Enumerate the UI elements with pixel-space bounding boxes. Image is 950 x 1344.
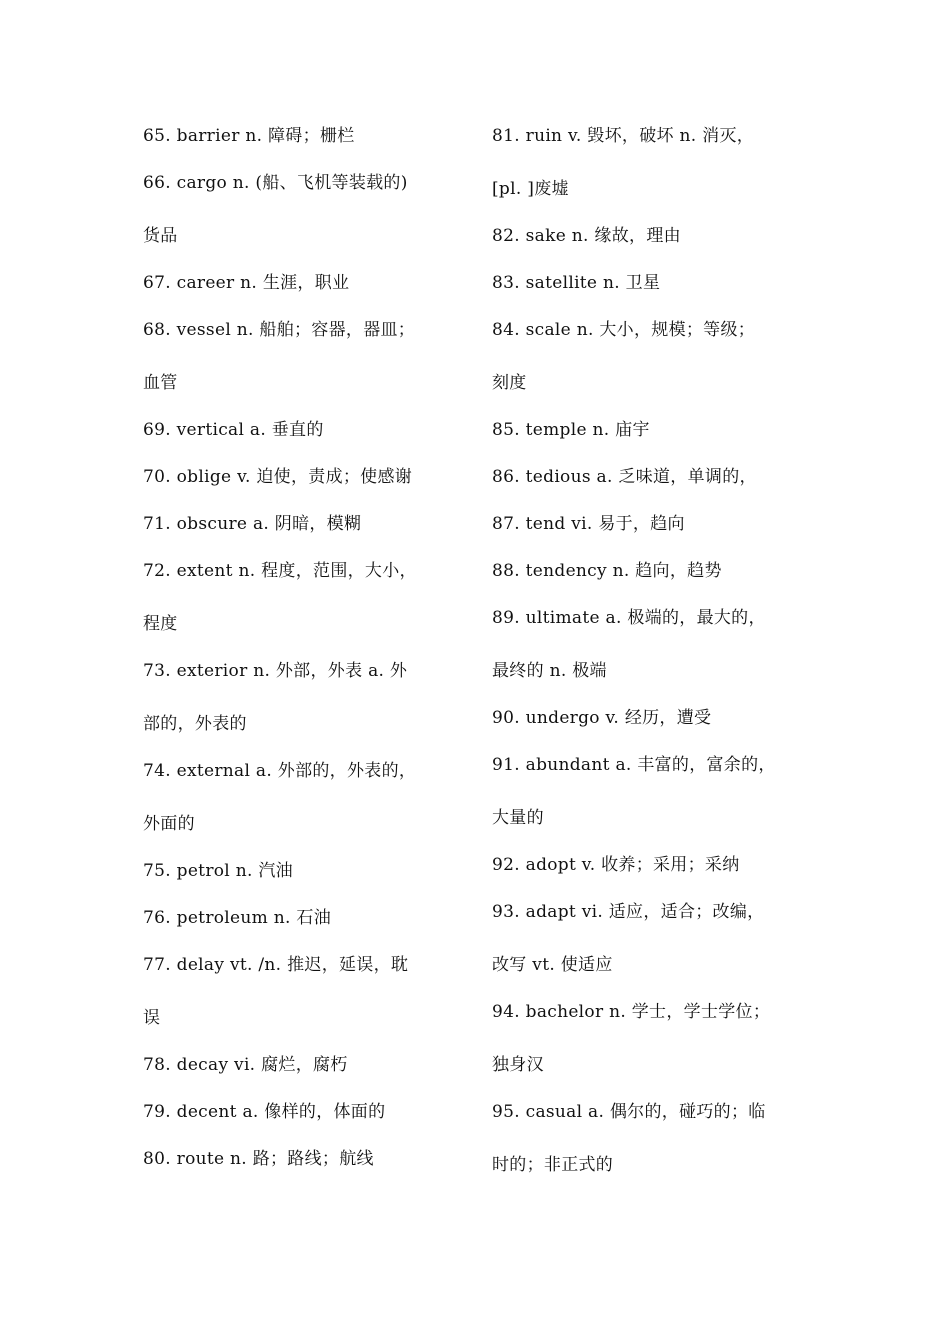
vocab-entry-continuation: 血管 — [143, 373, 178, 393]
vocab-entry-continuation: 最终的 n. 极端 — [492, 661, 607, 681]
vocab-entry: 80. route n. 路；路线；航线 — [143, 1149, 374, 1169]
vocab-entry: 70. oblige v. 迫使，责成；使感谢 — [143, 467, 413, 487]
vocab-entry-continuation: 程度 — [143, 614, 178, 634]
vocab-entry: 89. ultimate a. 极端的，最大的， — [492, 608, 766, 628]
vocab-entry-continuation: 外面的 — [143, 814, 195, 834]
vocab-entry-continuation: 时的；非正式的 — [492, 1155, 614, 1175]
vocab-entry: 81. ruin v. 毁坏，破坏 n. 消灭， — [492, 126, 755, 146]
vocab-entry: 74. external a. 外部的，外表的， — [143, 761, 417, 781]
vocab-entry-continuation: 误 — [143, 1008, 161, 1028]
vocab-entry-continuation: 部的，外表的 — [143, 714, 247, 734]
vocab-entry: 93. adapt vi. 适应，适合；改编， — [492, 902, 765, 922]
vocab-entry: 88. tendency n. 趋向，趋势 — [492, 561, 722, 581]
vocab-entry: 77. delay vt. /n. 推迟，延误，耽 — [143, 955, 409, 975]
vocab-entry: 83. satellite n. 卫星 — [492, 273, 661, 293]
vocab-entry: 65. barrier n. 障碍；栅栏 — [143, 126, 355, 146]
vocab-entry: 94. bachelor n. 学士，学士学位； — [492, 1002, 771, 1022]
vocab-entry-continuation: 大量的 — [492, 808, 544, 828]
vocab-entry: 68. vessel n. 船舶；容器，器皿； — [143, 320, 416, 340]
vocab-entry-continuation: [pl. ]废墟 — [492, 179, 569, 199]
vocab-entry: 87. tend vi. 易于，趋向 — [492, 514, 685, 534]
vocab-entry: 73. exterior n. 外部，外表 a. 外 — [143, 661, 408, 681]
vocab-entry: 82. sake n. 缘故，理由 — [492, 226, 681, 246]
vocab-entry: 84. scale n. 大小，规模；等级； — [492, 320, 756, 340]
vocab-entry: 66. cargo n. (船、飞机等装载的) — [143, 173, 408, 193]
vocab-entry: 79. decent a. 像样的，体面的 — [143, 1102, 386, 1122]
vocab-entry-continuation: 货品 — [143, 226, 178, 246]
vocab-entry: 69. vertical a. 垂直的 — [143, 420, 324, 440]
vocab-entry: 67. career n. 生涯，职业 — [143, 273, 350, 293]
vocab-entry: 78. decay vi. 腐烂，腐朽 — [143, 1055, 348, 1075]
vocab-entry: 95. casual a. 偶尔的，碰巧的；临 — [492, 1102, 766, 1122]
vocab-entry: 86. tedious a. 乏味道，单调的， — [492, 467, 757, 487]
vocab-entry: 91. abundant a. 丰富的，富余的， — [492, 755, 776, 775]
vocab-entry: 72. extent n. 程度，范围，大小， — [143, 561, 417, 581]
vocab-entry: 92. adopt v. 收养；采用；采纳 — [492, 855, 740, 875]
vocab-entry: 76. petroleum n. 石油 — [143, 908, 332, 928]
vocab-entry-continuation: 刻度 — [492, 373, 527, 393]
vocab-entry: 90. undergo v. 经历，遭受 — [492, 708, 712, 728]
vocabulary-column-left — [143, 113, 463, 1183]
vocab-entry-continuation: 改写 vt. 使适应 — [492, 955, 613, 975]
vocab-entry: 85. temple n. 庙宇 — [492, 420, 650, 440]
vocab-entry-continuation: 独身汉 — [492, 1055, 544, 1075]
vocabulary-column-right — [492, 113, 812, 1189]
vocab-entry: 71. obscure a. 阴暗，模糊 — [143, 514, 362, 534]
vocab-entry: 75. petrol n. 汽油 — [143, 861, 293, 881]
